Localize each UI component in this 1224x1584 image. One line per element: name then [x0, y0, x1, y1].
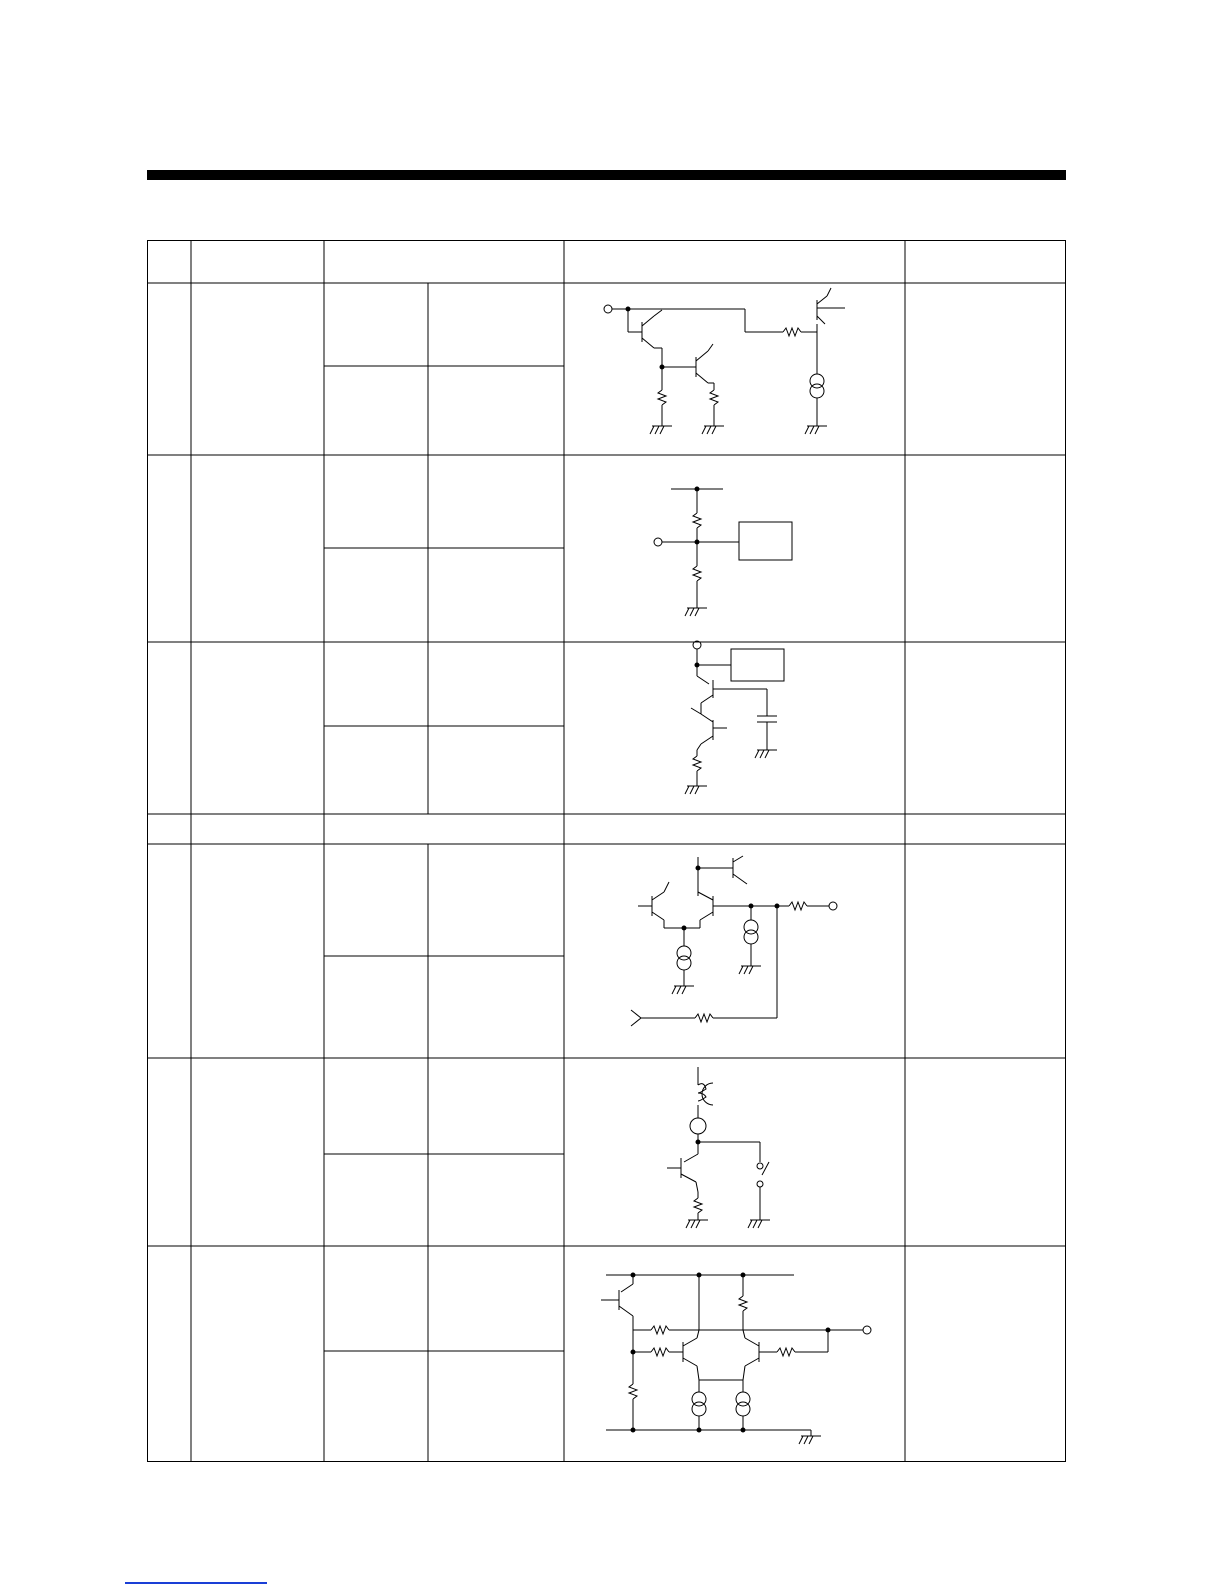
schematic-differential-feedback [631, 856, 837, 1026]
schematic-resistor-divider [654, 487, 792, 616]
title-rule [147, 170, 1066, 180]
table-grid [147, 240, 1066, 1462]
schematic-dual-differential [601, 1273, 871, 1444]
schematic-darlington-capacitor [685, 641, 784, 794]
schematic-emitter-follower [604, 288, 845, 434]
schematic-inductive-switch [667, 1067, 770, 1228]
pin-description-table [147, 240, 1066, 1465]
